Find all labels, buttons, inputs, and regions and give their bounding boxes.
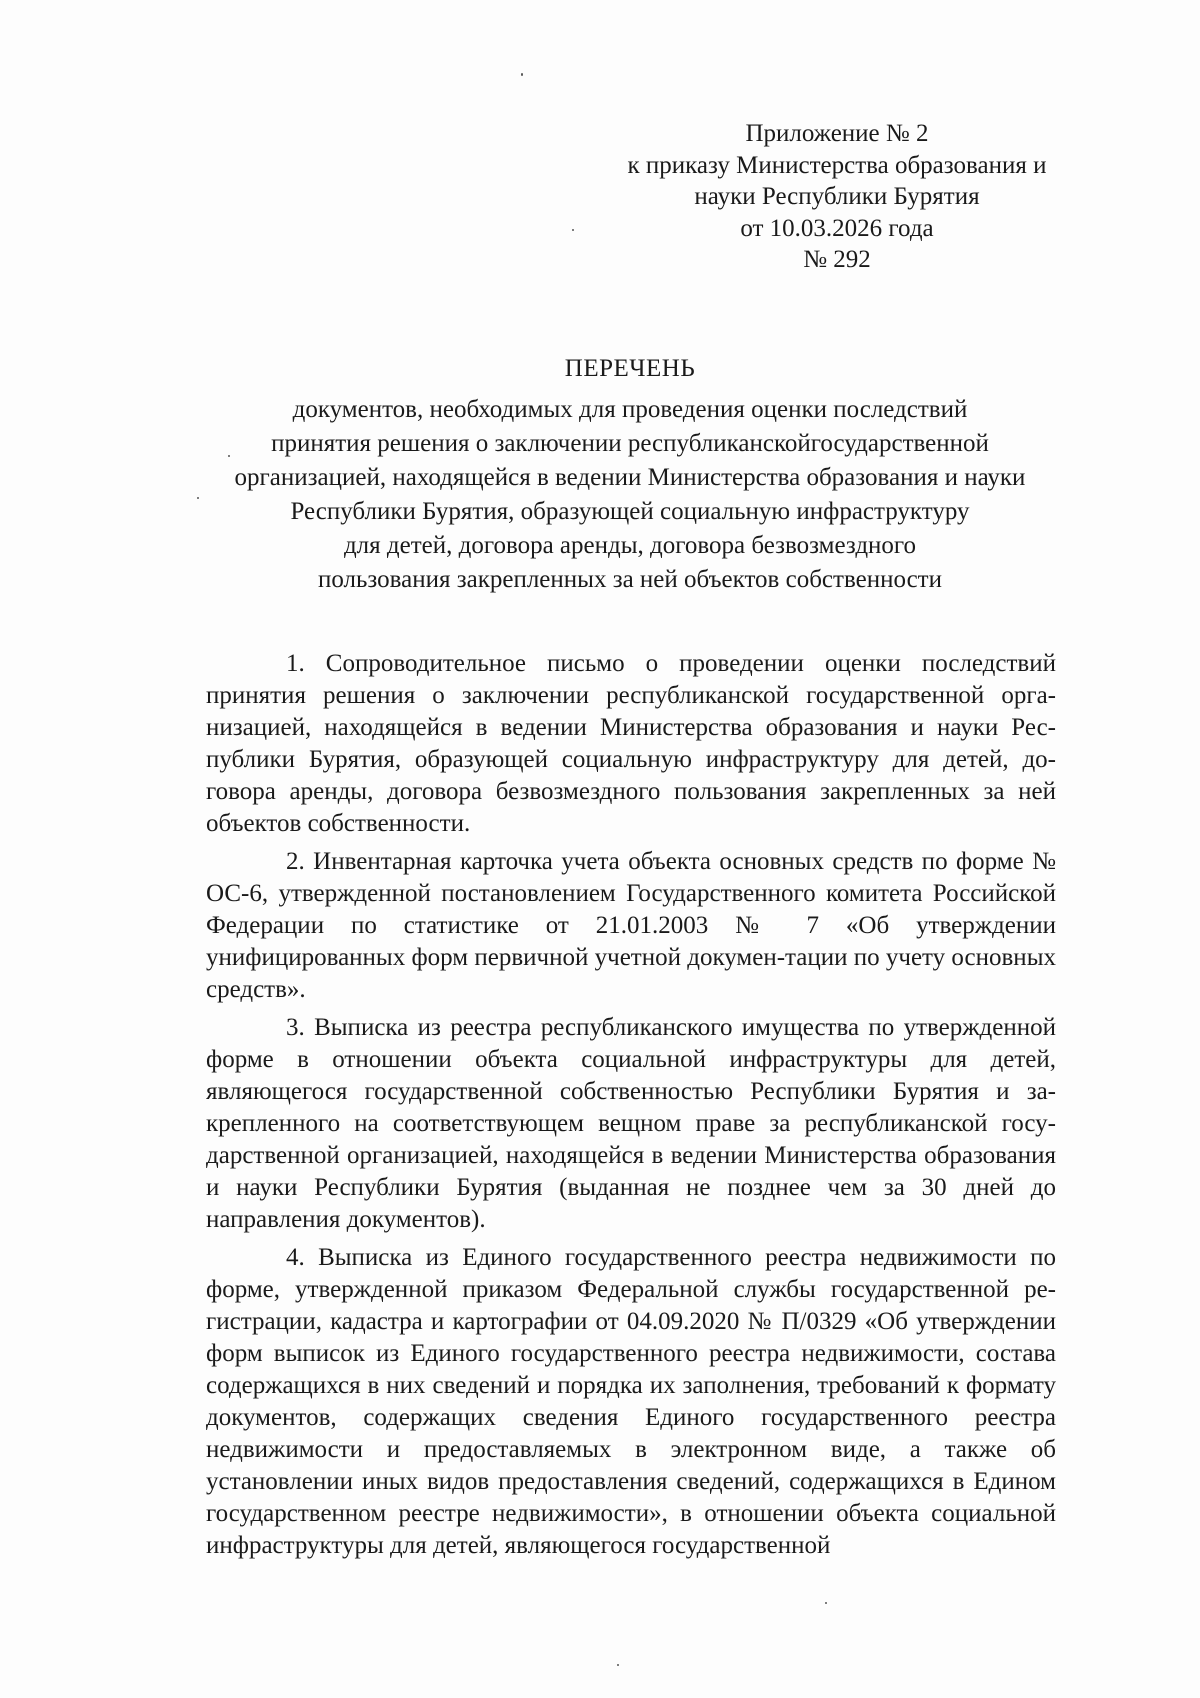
subtitle-line: документов, необходимых для проведения оценки последствий xyxy=(292,396,968,423)
scan-speck xyxy=(521,73,523,76)
annex-number: № 292 xyxy=(803,246,871,273)
list-item-2: 2. Инвентарная карточка учета объекта основных средств по форме № ОС-6, утвержденной постановлением Государственного комитета Российской Федерации по статистике от 21.01.2003 № 7 «Об утверждении унифицированных форм первичной учетной докумен-тации по учету основных средств». xyxy=(206,848,1056,1003)
scan-speck xyxy=(617,1664,619,1666)
list-item-4: 4. Выписка из Единого государственного реестра недвижимости по форме, утвержденной приказом Федеральной службы государственной регистрации, кадастра и картографии от 04.09.2020 № П/0329 «Об утверждении форм выписок из Единого государственного реестра недвижимости, состава содержащихся в них сведений и порядка их заполнения, требований к формату документов, содержащих сведения Единого государственного реестра недвижимости и предоставляемых в электронном виде, а также об установлении иных видов предоставления сведений, содержащихся в Едином государственном реестре недвижимости», в отношении объекта социальной инфраструктуры для детей, являющегося государственной xyxy=(206,1244,1056,1559)
scan-speck xyxy=(197,497,199,499)
document-subtitle xyxy=(150,393,1110,597)
scan-speck xyxy=(572,229,574,231)
list-item-1: 1. Сопроводительное письмо о проведении оценки последствий принятия решения о заключении республиканской государственной организацией, находящейся в ведении Министерства образования и науки Республики Бурятия, образующей социальную инфраструктуру для детей, договора аренды, договора безвозмездного пользования закрепленных за ней объектов собственности. xyxy=(206,650,1056,837)
scan-speck xyxy=(825,1602,827,1604)
list-item-3: 3. Выписка из реестра республиканского имущества по утвержденной форме в отношении объекта социальной инфраструктуры для детей, являющегося государственной собственностью Республики Бурятия и закрепленного на соответствующем вещном праве за республиканской государственной организацией, находящейся в ведении Министерства образования и науки Республики Бурятия (выданная не позднее чем за 30 дней до направления документов). xyxy=(206,1014,1056,1233)
subtitle-line: организацией, находящейся в ведении Министерства образования и науки xyxy=(234,464,1026,491)
subtitle-line: Республики Бурятия, образующей социальную инфраструктуру xyxy=(290,498,970,525)
annex-header xyxy=(612,118,1062,276)
subtitle-line: принятия решения о заключении республиканскойгосударственной xyxy=(271,430,989,457)
annex-date: от 10.03.2026 года xyxy=(740,214,934,242)
annex-line: Приложение № 2 xyxy=(745,120,929,147)
subtitle-line: для детей, договора аренды, договора безвозмездного xyxy=(343,532,917,559)
annex-line: науки Республики Бурятия xyxy=(694,183,980,210)
scan-speck xyxy=(228,455,230,457)
document-body xyxy=(206,648,1056,1568)
subtitle-line: пользования закрепленных за ней объектов собственности xyxy=(318,566,942,593)
annex-line: к приказу Министерства образования и xyxy=(627,151,1047,179)
document-title: ПЕРЕЧЕНЬ xyxy=(564,355,696,382)
